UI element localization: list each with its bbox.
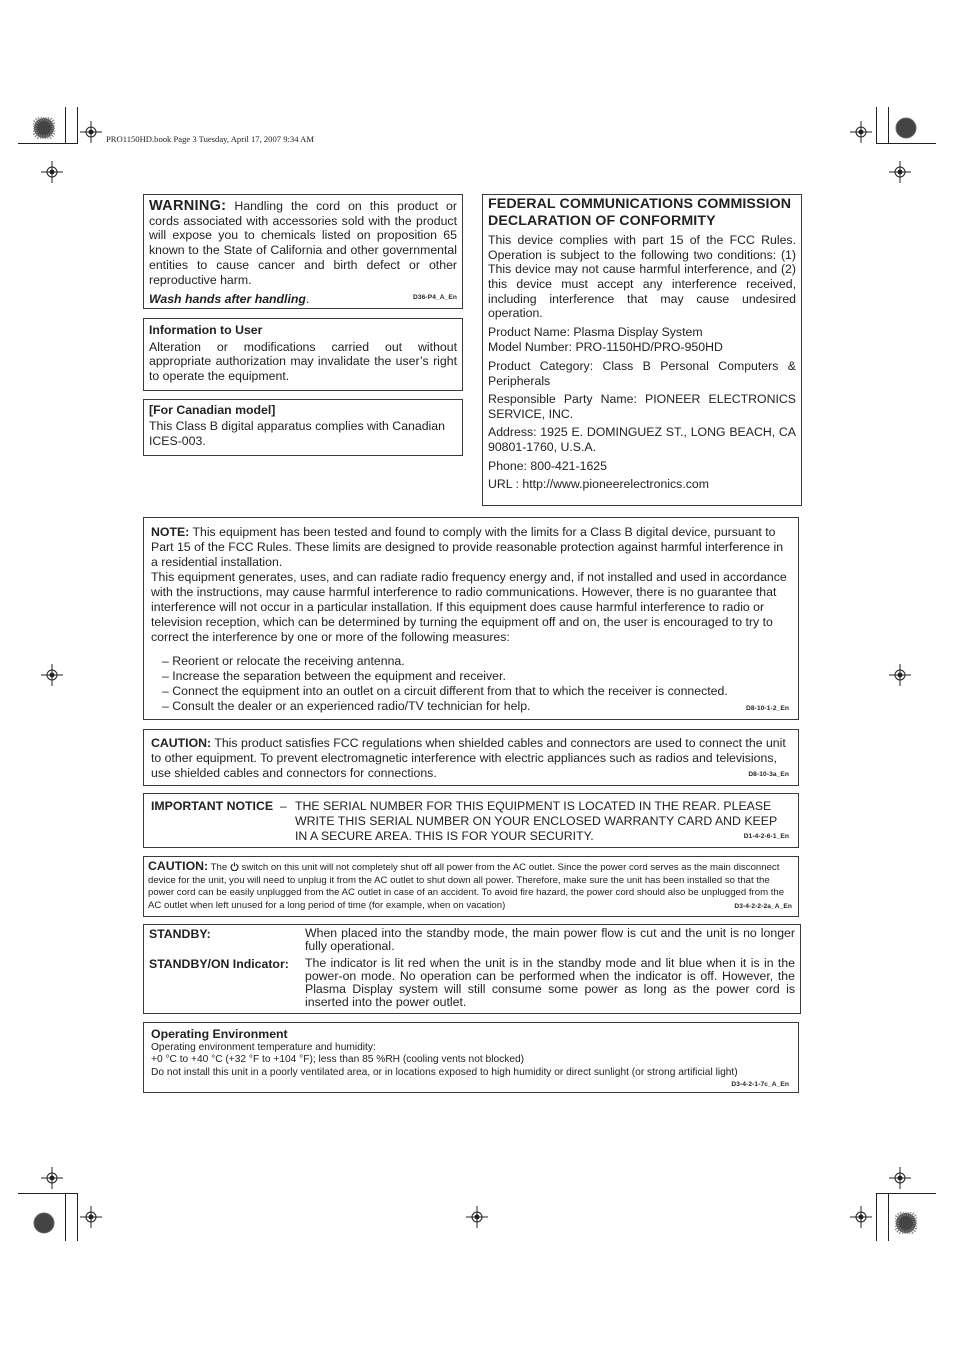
fcc-intro: This device complies with part 15 of the FCC Rules. Operation is subject to the following two conditions: (1) This device may not cause harmful interference, and (2) this device must accept any interference received, including interference that may cause undesired operation. [488,233,796,321]
fcc-url: URL : http://www.pioneerelectronics.com [488,477,709,492]
note-measures-list [151,654,791,714]
power-icon [230,862,239,871]
note-paragraph-1 [151,525,791,570]
caution-shielded-cables-box [143,729,799,786]
environment-line-1: Operating environment temperature and humidity: [151,1042,376,1053]
warning-body [149,199,457,287]
important-notice-dash: – [280,799,287,813]
environment-line-2: +0 °C to +40 °C (+32 °F to +104 °F); less than 85 %RH (cooling vents not blocked) [151,1054,525,1066]
standby-label: STANDBY: [149,927,211,941]
standby-box [143,924,801,1014]
canadian-model-title: [For Canadian model] [149,403,276,417]
registration-crosshair-icon [41,664,63,686]
environment-title: Operating Environment [151,1027,288,1041]
environment-line-3: Do not install this unit in a poorly ventilated area, or in locations exposed to high humidity or direct sunlight (or strong artificial light) [151,1066,738,1078]
info-to-user-box [143,318,463,391]
registration-crosshair-icon [41,161,63,183]
registration-crosshair-icon [850,121,872,143]
caution1-text: This product satisfies FCC regulations when shielded cables and connectors are used to connect the unit to other equipment. To prevent electromagnetic interference with electric appliances such as radios and televisions, use shielded cables and connectors for connections. [151,736,786,780]
caution2-text-pre: The [210,862,228,873]
note-label: NOTE: [151,525,190,539]
registration-crosshair-icon [889,161,911,183]
important-notice-label: IMPORTANT NOTICE [151,799,274,813]
registration-fan-icon [33,117,55,139]
fcc-model-number: Model Number: PRO-1150HD/PRO-950HD [488,340,723,355]
registration-crosshair-icon [80,1206,102,1228]
standby-indicator-label: STANDBY/ON Indicator: [149,957,289,971]
list-item: – Connect the equipment into an outlet on a circuit different from that to which the receiver is connected. [162,684,728,698]
standby-indicator-text: The indicator is lit red when the unit is in the standby mode and lit blue when it is in the power-on mode. No operation can be performed when the indicator is off. However, the Plasma Display system will still consume some power as long as the power cord is inserted into the power outlet. [305,956,795,1009]
registration-fan-icon [895,117,917,139]
fcc-address: Address: 1925 E. DOMINGUEZ ST., LONG BEACH, CA 90801-1760, U.S.A. [488,425,796,454]
fcc-responsible-party: Responsible Party Name: PIONEER ELECTRONICS SERVICE, INC. [488,392,796,421]
caution2-label: CAUTION: [148,859,209,873]
list-item: – Increase the separation between the equipment and receiver. [162,669,506,683]
warning-code: D36-P4_A_En [413,294,457,302]
warning-footer: Wash hands after handling. D36-P4_A_En [149,292,457,307]
info-to-user-title: Information to User [149,323,263,337]
warning-title: WARNING: [149,198,227,214]
caution2-text: switch on this unit will not completely shut off all power from the AC outlet. Since the power cord serves as the main disconnect device for the unit, you will need to unplug it from the AC outlet to shut down all power. Therefore, make sure the unit has been installed so that the power cord can be easily unplugged from the AC outlet in case of an accident. To avoid fire hazard, the power cord should also be unplugged from the AC outlet when left unused for a long period of time (for example, when on vacation) [148,862,785,911]
registration-crosshair-icon [889,664,911,686]
caution1-code: D8-10-3a_En [748,771,789,778]
registration-crosshair-icon [80,121,102,143]
canadian-model-text: This Class B digital apparatus complies with Canadian ICES-003. [149,419,445,448]
caution2-body [148,860,794,912]
standby-indicator-row [149,957,795,1009]
registration-fan-icon [895,1212,917,1234]
print-header: PRO1150HD.book Page 3 Tuesday, April 17, 2007 9:34 AM [106,134,315,144]
list-item: – Consult the dealer or an experienced radio/TV technician for help. [162,699,531,713]
fcc-note-box [143,517,799,720]
fcc-title: FEDERAL COMMUNICATIONS COMMISSION DECLARATION OF CONFORMITY [488,196,792,229]
wash-hands-text: Wash hands after handling [149,292,306,307]
note-text-2: This equipment generates, uses, and can radiate radio frequency energy and, if not installed and used in accordance with the instructions, may cause harmful interference to radio communications. However, there is no guarantee that interference will not occur in a particular installation. If this equipment does cause harmful interference to radio or television reception, which can be determined by turning the equipment off and on, the user is encouraged to try to correct the interference by one or more of the following measures: [151,570,787,644]
important-notice-box [143,793,799,848]
fcc-declaration-box [482,194,802,506]
warning-text: Handling the cord on this product or cords associated with accessories sold with the product will expose you to chemicals listed on proposition 65 known to the State of California and other governmental entities to cause cancer and birth defect or other reproductive harm. [149,199,457,287]
registration-crosshair-icon [41,1167,63,1189]
registration-crosshair-icon [889,1167,911,1189]
list-item: – Reorient or relocate the receiving antenna. [162,654,405,668]
caution1-label: CAUTION: [151,736,212,750]
registration-crosshair-icon [850,1206,872,1228]
caution2-code: D3-4-2-2-2a_A_En [734,903,792,910]
standby-row [149,927,795,953]
info-to-user-text: Alteration or modifications carried out without appropriate authorization may invalidate the user’s right to operate the equipment. [149,340,457,383]
operating-environment-box [143,1022,799,1093]
standby-text: When placed into the standby mode, the main power flow is cut and the unit is no longer fully operational. [305,926,795,953]
registration-fan-icon [33,1212,55,1234]
important-notice-code: D1-4-2-6-1_En [743,833,789,840]
fcc-product-category: Product Category: Class B Personal Computers & Peripherals [488,358,796,388]
note-code: D8-10-1-2_En [746,705,789,712]
environment-code: D3-4-2-1-7c_A_En [731,1081,789,1088]
important-notice-text: THE SERIAL NUMBER FOR THIS EQUIPMENT IS LOCATED IN THE REAR. PLEASE WRITE THIS SERIAL NUMBER ON YOUR ENCLOSED WARRANTY CARD AND KEEP IN A SECURE AREA. THIS IS FOR YOUR SECURITY. [295,799,777,843]
caution1-body [151,736,791,781]
warning-box [143,194,463,309]
note-text-1: This equipment has been tested and found to comply with the limits for a Class B digital device, pursuant to Part 15 of the FCC Rules. These limits are designed to provide reasonable protection against harmful interference in a residential installation. [151,525,784,569]
canadian-model-box [143,399,463,456]
fcc-product-name: Product Name: Plasma Display System [488,324,703,339]
caution-power-switch-box [143,856,799,917]
fcc-phone: Phone: 800-421-1625 [488,458,607,473]
registration-crosshair-icon [466,1206,488,1228]
